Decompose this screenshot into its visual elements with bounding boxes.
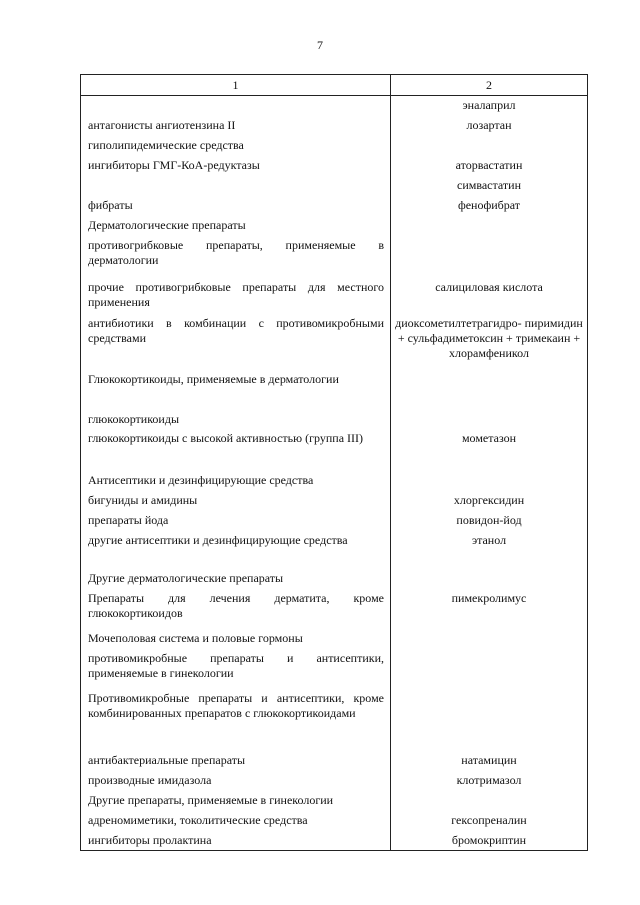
drug-name-cell: симвастатин <box>391 176 588 196</box>
table-row <box>81 629 588 649</box>
group-name-cell: Мочеполовая система и половые гормоны <box>81 629 391 649</box>
group-name-cell: бигуниды и амидины <box>81 491 391 511</box>
table-row <box>81 811 588 831</box>
drug-name-cell: гексопреналин <box>391 811 588 831</box>
drug-name-cell: хлоргексидин <box>391 491 588 511</box>
drug-name-cell <box>391 649 588 689</box>
drug-name-cell: аторвастатин <box>391 156 588 176</box>
drug-name-cell: мометазон <box>391 429 588 471</box>
group-name-cell: Противомикробные препараты и антисептики, кроме комбинированных препаратов с глюкокортикоидами <box>81 689 391 751</box>
table-row <box>81 176 588 196</box>
group-name-cell: глюкокортикоиды с высокой активностью (группа III) <box>81 429 391 471</box>
table-row <box>81 216 588 236</box>
table-row <box>81 771 588 791</box>
group-name-cell: Другие препараты, применяемые в гинекологии <box>81 791 391 811</box>
drug-name-cell: натамицин <box>391 751 588 771</box>
table-header-row <box>81 75 588 96</box>
group-name-cell: адреномиметики, токолитические средства <box>81 811 391 831</box>
drug-name-cell <box>391 471 588 491</box>
drug-name-cell <box>391 410 588 429</box>
drug-name-cell: диоксометилтетрагидро- пиримидин + сульфадиметоксин + тримекаин + хлорамфеникол <box>391 314 588 370</box>
drug-name-cell: пимекролимус <box>391 589 588 629</box>
drug-name-cell <box>391 236 588 278</box>
table-row <box>81 136 588 156</box>
group-name-cell <box>81 96 391 116</box>
table-row <box>81 649 588 689</box>
group-name-cell: антагонисты ангиотензина II <box>81 116 391 136</box>
table-row <box>81 569 588 589</box>
group-name-cell: Антисептики и дезинфицирующие средства <box>81 471 391 491</box>
group-name-cell: Глюкокортикоиды, применяемые в дерматологии <box>81 370 391 410</box>
group-name-cell: ингибиторы ГМГ-КоА-редуктазы <box>81 156 391 176</box>
drug-name-cell <box>391 216 588 236</box>
table-row <box>81 531 588 569</box>
table-row <box>81 689 588 751</box>
group-name-cell: другие антисептики и дезинфицирующие средства <box>81 531 391 569</box>
table-row <box>81 429 588 471</box>
group-name-cell: Препараты для лечения дерматита, кроме глюкокортикоидов <box>81 589 391 629</box>
drug-name-cell <box>391 370 588 410</box>
drug-name-cell: фенофибрат <box>391 196 588 216</box>
page-number: 7 <box>317 38 323 52</box>
table-row <box>81 116 588 136</box>
drug-name-cell <box>391 629 588 649</box>
drug-name-cell: этанол <box>391 531 588 569</box>
table-row <box>81 370 588 410</box>
drug-name-cell <box>391 689 588 751</box>
drug-name-cell: повидон-йод <box>391 511 588 531</box>
table-row <box>81 314 588 370</box>
group-name-cell: антибактериальные препараты <box>81 751 391 771</box>
group-name-cell: гиполипидемические средства <box>81 136 391 156</box>
table-row <box>81 278 588 314</box>
group-name-cell: ингибиторы пролактина <box>81 831 391 851</box>
drug-name-cell: лозартан <box>391 116 588 136</box>
column-header-1: 1 <box>81 75 391 96</box>
group-name-cell: противомикробные препараты и антисептики, применяемые в гинекологии <box>81 649 391 689</box>
table-row <box>81 751 588 771</box>
drug-name-cell: бромокриптин <box>391 831 588 851</box>
table-row <box>81 831 588 851</box>
drug-name-cell: салициловая кислота <box>391 278 588 314</box>
group-name-cell: противогрибковые препараты, применяемые в дерматологии <box>81 236 391 278</box>
group-name-cell: прочие противогрибковые препараты для местного применения <box>81 278 391 314</box>
group-name-cell: препараты йода <box>81 511 391 531</box>
drug-name-cell <box>391 791 588 811</box>
drug-name-cell <box>391 569 588 589</box>
table-row <box>81 589 588 629</box>
table-row <box>81 410 588 429</box>
group-name-cell: антибиотики в комбинации с противомикробными средствами <box>81 314 391 370</box>
table-row <box>81 236 588 278</box>
group-name-cell: производные имидазола <box>81 771 391 791</box>
drug-name-cell: клотримазол <box>391 771 588 791</box>
table-row <box>81 491 588 511</box>
drug-name-cell: эналаприл <box>391 96 588 116</box>
table-row <box>81 196 588 216</box>
table-row <box>81 511 588 531</box>
group-name-cell <box>81 176 391 196</box>
table-row <box>81 791 588 811</box>
drug-table <box>80 74 588 851</box>
table-row <box>81 96 588 116</box>
table-row <box>81 471 588 491</box>
table-row <box>81 156 588 176</box>
group-name-cell: фибраты <box>81 196 391 216</box>
group-name-cell: Другие дерматологические препараты <box>81 569 391 589</box>
column-header-2: 2 <box>391 75 588 96</box>
group-name-cell: глюкокортикоиды <box>81 410 391 429</box>
drug-name-cell <box>391 136 588 156</box>
group-name-cell: Дерматологические препараты <box>81 216 391 236</box>
